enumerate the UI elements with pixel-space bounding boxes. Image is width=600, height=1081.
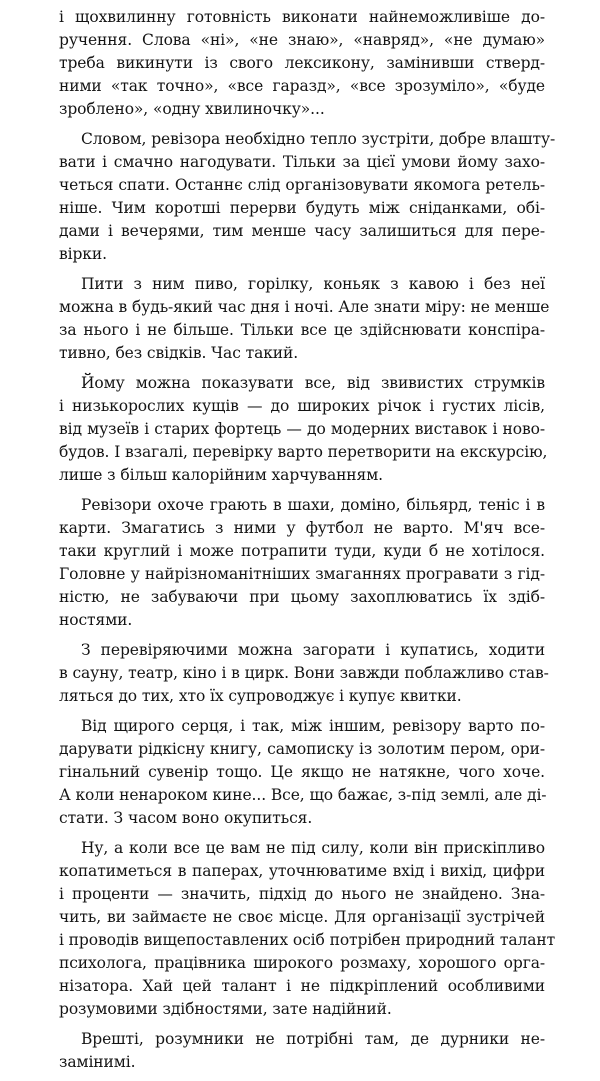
text-line: Ну, а коли все це вам не під силу, коли він прискіпливо [81,839,545,857]
paragraph [59,128,556,266]
text-line: ностями. [59,611,133,629]
text-line: розумовими здібностями, зате надійний. [59,1000,392,1018]
text-line: гінальний сувенір тощо. Це якщо не натякне, чого хоче. [59,763,545,781]
text-line: А коли ненароком кине... Все, що бажає, з-під землі, але ді- [59,786,547,804]
paragraph [59,372,548,487]
text-line: і низькорослих кущів — до широких річок і густих лісів, [59,397,545,415]
paragraph [59,1028,545,1074]
text-line: від музеїв і старих фортець — до модерних виставок і ново- [59,420,545,438]
text-line: Від щирого серця, і так, між іншим, ревізору варто по- [81,717,545,735]
text-line: за нього і не більше. Тільки все це здійснювати конспіра- [59,321,545,339]
text-line: ніше. Чим коротші перерви будуть між сніданками, обі- [59,199,545,217]
text-line: і проценти — значить, підхід до нього не знайдено. Зна- [59,885,545,903]
paragraph [59,837,556,1021]
text-line: вати і смачно нагодувати. Тільки за цієї умови йому захо- [59,153,545,171]
paragraph [59,273,550,365]
text-line: Ревізори охоче грають в шахи, доміно, більярд, теніс і в [81,496,545,514]
text-line: Йому можна показувати все, від звивистих струмків [81,374,545,392]
text-line: З перевіряючими можна загорати і купатись, ходити [81,641,545,659]
text-line: будов. І взагалі, перевірку варто перетворити на екскурсію, [59,443,548,461]
paragraph [59,494,545,632]
text-line: ними «так точно», «все гаразд», «все зрозуміло», «буде [59,77,545,95]
text-line: в сауну, театр, кіно і в цирк. Вони завжди поблажливо став- [59,664,549,682]
text-line: ручення. Слова «ні», «не знаю», «навряд», «не думаю» [59,31,545,49]
paragraph [59,715,545,830]
text-line: зроблено», «одну хвилиночку»... [59,100,325,118]
text-line: стати. З часом воно окупиться. [59,809,313,827]
text-line: карти. Змагатись з ними у футбол не варто. М'яч все- [59,519,545,537]
text-line: психолога, працівника широкого розмаху, хорошого орга- [59,954,545,972]
text-line: дами і вечерями, тим менше часу залишиться для пере- [59,222,545,240]
paragraph [59,6,545,121]
text-line: Пити з ним пиво, горілку, коньяк з кавою і без неї [81,275,545,293]
text-line: копатиметься в паперах, уточнюватиме вхід і вихід, цифри [59,862,545,880]
text-line: ністю, не забуваючи при цьому захоплюватись їх здіб- [59,588,545,606]
text-line: вірки. [59,245,107,263]
text-line: четься спати. Останнє слід організовувати якомога ретель- [59,176,545,194]
text-line: Врешті, розумники не потрібні там, де дурники не- [81,1030,545,1048]
paragraph [59,639,549,708]
text-line: ляться до тих, хто їх супроводжує і купує квитки. [59,687,462,705]
text-line: замінимі. [59,1053,136,1071]
text-line: дарувати рідкісну книгу, самописку із золотим пером, ори- [59,740,545,758]
text-line: таки круглий і може потрапити туди, куди б не хотілося. [59,542,545,560]
text-line: Словом, ревізора необхідно тепло зустріти, добре влашту- [81,130,556,148]
text-line: лише з більш калорійним харчуванням. [59,466,384,484]
text-line: треба викинути із свого лексикону, замінивши стверд- [59,54,545,72]
text-line: нізатора. Хай цей талант і не підкріплений особливими [59,977,545,995]
text-line: і проводів вищепоставлених осіб потрібен природний талант [59,931,556,949]
text-line: тивно, без свідків. Час такий. [59,344,299,362]
document-page [59,6,556,1081]
text-line: можна в будь-який час дня і ночі. Але знати міру: не менше [59,298,550,316]
text-line: чить, ви займаєте не своє місце. Для організації зустрічей [59,908,545,926]
text-line: Головне у найрізноманітніших змаганнях програвати з гід- [59,565,545,583]
text-line: і щохвилинну готовність виконати найнеможливіше до- [59,8,545,26]
